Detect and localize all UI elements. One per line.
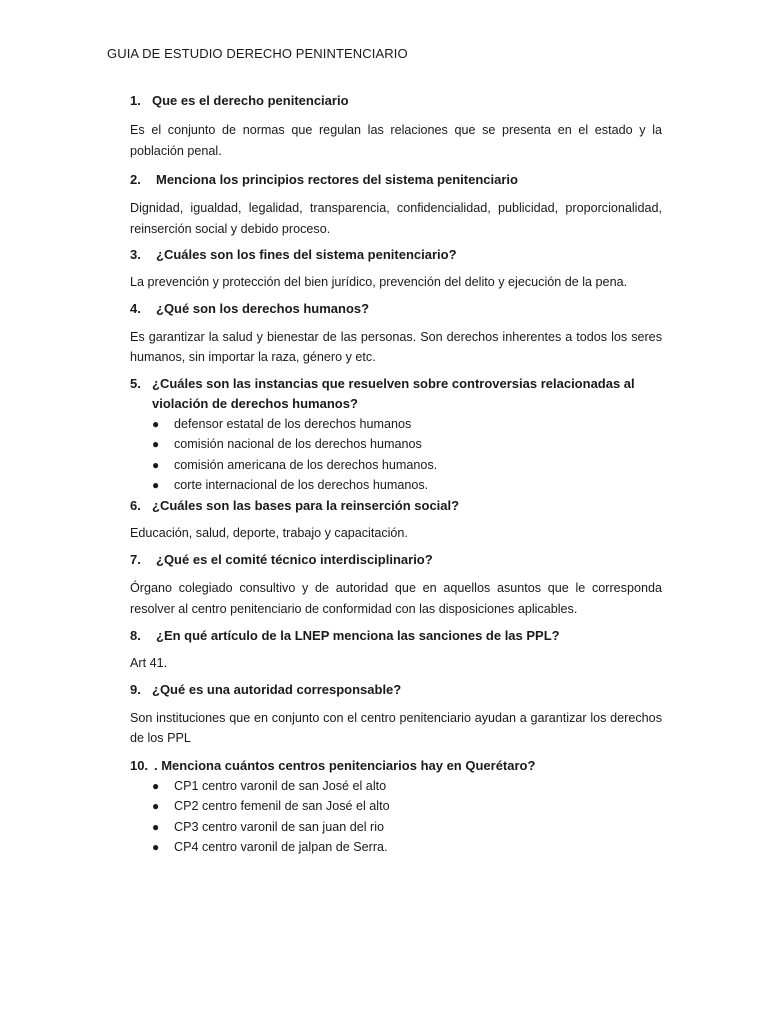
list-item: ● CP2 centro femenil de san José el alto (152, 796, 662, 817)
answer-6: Educación, salud, deporte, trabajo y capacitación. (130, 525, 408, 540)
question-number: 7. (130, 552, 141, 567)
question-text: ¿Cuáles son las instancias que resuelven sobre controversias relacionadas al violación de derechos humanos? (152, 375, 635, 411)
list-item: ● comisión nacional de los derechos humanos (152, 434, 662, 455)
question-number: 1. (130, 93, 141, 108)
question-7 (130, 550, 662, 570)
question-1 (130, 91, 662, 111)
bullet-icon: ● (152, 840, 160, 854)
bullet-icon: ● (152, 819, 160, 834)
answer-1: Es el conjunto de normas que regulan las relaciones que se presenta en el estado y la población penal. (130, 123, 662, 158)
section-8 (130, 626, 662, 674)
answer-9: Son instituciones que en conjunto con el centro penitenciario ayudan a garantizar los derechos de los PPL (130, 710, 662, 745)
list-item: ● CP4 centro varonil de jalpan de Serra. (152, 837, 662, 858)
question-text: ¿Qué son los derechos humanos? (156, 300, 370, 316)
question-number: 8. (130, 628, 141, 643)
section-7 (130, 550, 662, 619)
question-number: 5. (130, 375, 141, 391)
answer-3: La prevención y protección del bien jurídico, prevención del delito y ejecución de la pena. (130, 275, 628, 289)
question-text: ¿Qué es una autoridad corresponsable? (152, 681, 402, 697)
section-10 (130, 756, 662, 858)
answer-4: Es garantizar la salud y bienestar de las personas. Son derechos inherentes a todos los seres humanos, sin importar la raza, género y etc. (130, 329, 662, 364)
section-4 (130, 299, 662, 368)
question-text: ¿En qué artículo de la LNEP menciona las sanciones de las PPL? (156, 628, 560, 643)
answer-7: Órgano colegiado consultivo y de autoridad que en aquellos asuntos que le corresponda resolver al centro penitenciario de conformidad con las disposiciones aplicables. (130, 581, 662, 616)
question-text: ¿Qué es el comité técnico interdisciplinario? (156, 552, 433, 567)
list-item: ● corte internacional de los derechos humanos. (152, 475, 662, 496)
document-title: GUIA DE ESTUDIO DERECHO PENINTENCIARIO (107, 46, 408, 61)
list-item: ● defensor estatal de los derechos humanos (152, 414, 662, 435)
section-2 (130, 170, 662, 239)
question-number: 6. (130, 497, 141, 513)
section-5 (130, 374, 662, 496)
bullet-list-5 (130, 414, 662, 496)
question-8 (130, 626, 662, 646)
question-6 (130, 496, 662, 516)
bullet-icon: ● (152, 478, 160, 492)
question-text: ¿Cuáles son las bases para la reinserción social? (152, 497, 460, 513)
answer-8: Art 41. (130, 656, 168, 670)
list-item: ● CP3 centro varonil de san juan del rio (152, 817, 662, 838)
question-10 (130, 756, 662, 776)
bullet-icon: ● (152, 437, 160, 451)
section-6 (130, 496, 662, 544)
section-9 (130, 680, 662, 749)
question-4 (130, 299, 662, 319)
question-9 (130, 680, 662, 700)
bullet-icon: ● (152, 457, 160, 472)
question-number: 9. (130, 681, 141, 697)
question-text: . Menciona cuántos centros penitenciarios hay en Querétaro? (154, 757, 536, 773)
document-content (130, 91, 662, 858)
section-1 (130, 91, 662, 161)
bullet-list-10 (130, 776, 662, 858)
question-number: 4. (130, 300, 141, 316)
question-text: ¿Cuáles son los fines del sistema penitenciario? (156, 247, 457, 262)
question-3 (130, 245, 662, 265)
bullet-icon: ● (152, 416, 160, 431)
question-2 (130, 170, 662, 190)
list-item: ● comisión americana de los derechos humanos. (152, 455, 662, 476)
question-number: 3. (130, 247, 141, 262)
question-text: Que es el derecho penitenciario (152, 93, 349, 108)
bullet-icon: ● (152, 799, 160, 813)
section-3 (130, 245, 662, 293)
list-item: ● CP1 centro varonil de san José el alto (152, 776, 662, 797)
question-5 (130, 374, 662, 414)
bullet-icon: ● (152, 778, 160, 793)
question-number: 10. (130, 757, 149, 773)
question-text: Menciona los principios rectores del sistema penitenciario (156, 172, 518, 187)
answer-2: Dignidad, igualdad, legalidad, transparencia, confidencialidad, publicidad, proporcionalidad, reinserción social y debido proceso. (130, 201, 662, 236)
question-number: 2. (130, 172, 141, 187)
